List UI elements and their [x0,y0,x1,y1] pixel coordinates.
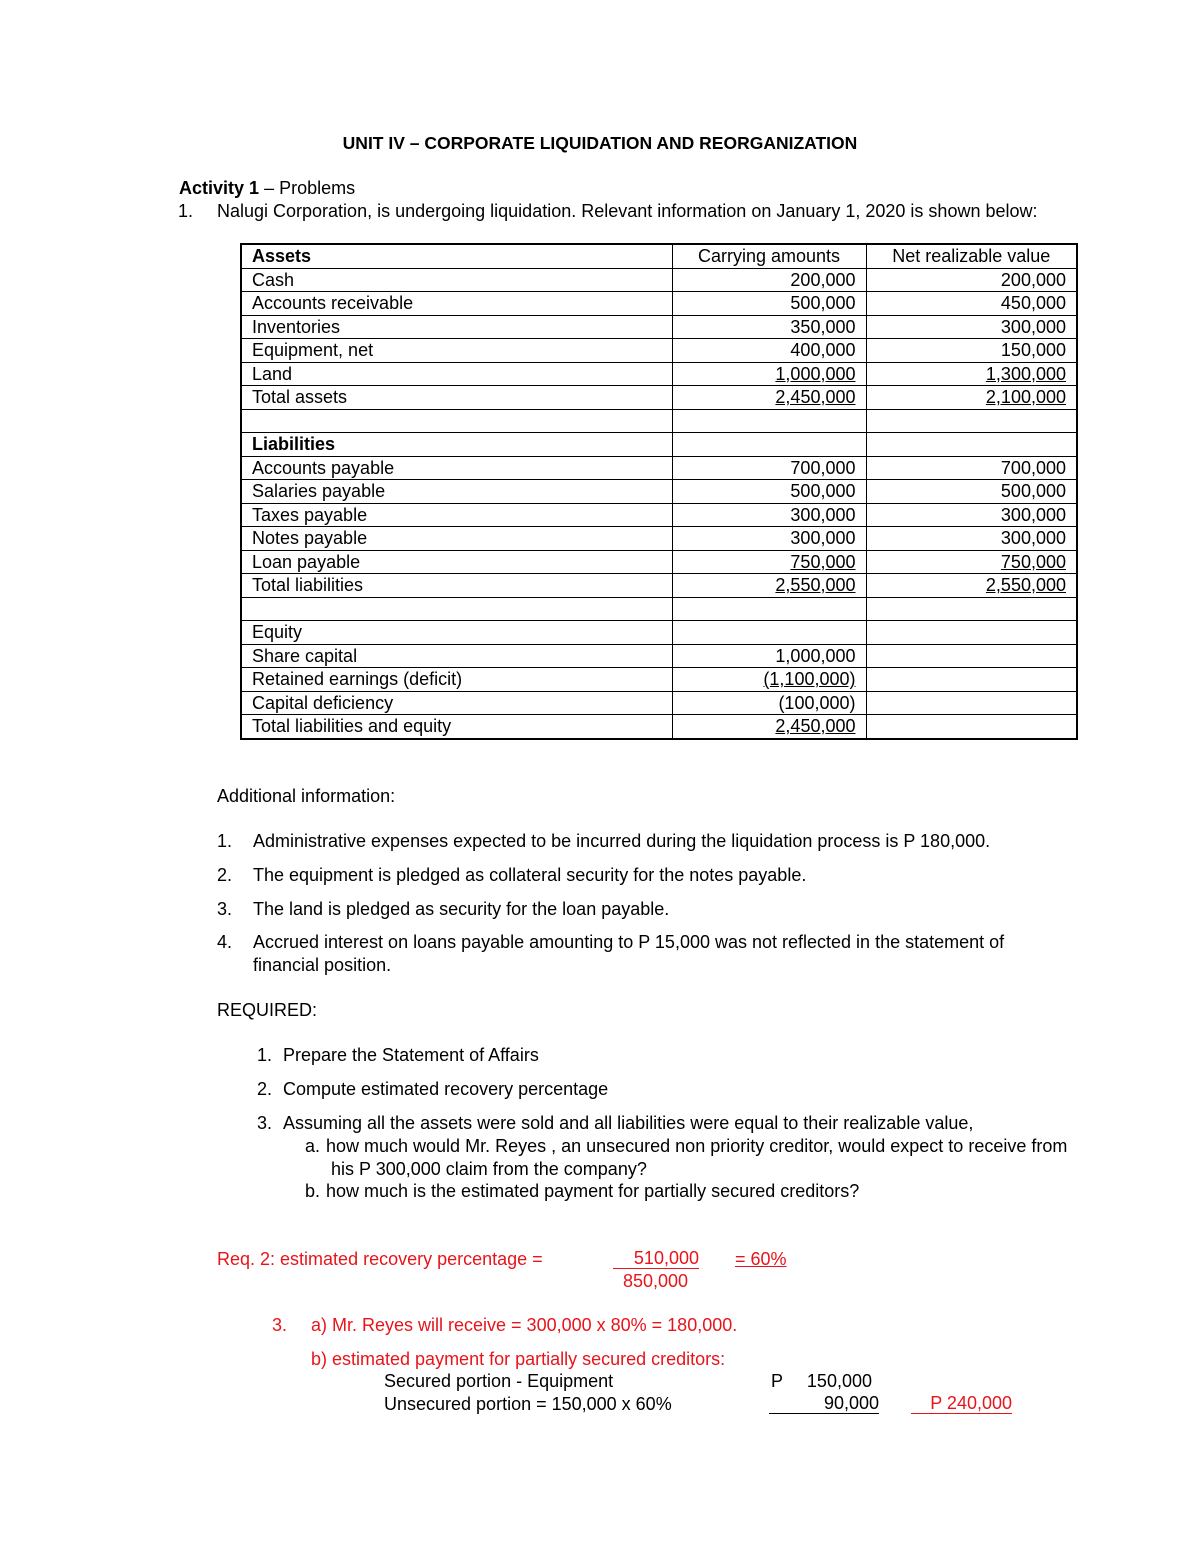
carrying-amount-cell [672,456,866,480]
carrying-amount-cell [672,527,866,551]
net-realizable-value-cell [866,503,1077,527]
net-realizable-value-cell [866,691,1077,715]
table-row [241,292,1077,316]
net-realizable-value: 750,000 [1000,551,1066,572]
activity-suffix: – Problems [264,178,356,198]
header-carrying-amounts: Carrying amounts [672,244,866,268]
row-label: Total liabilities [241,574,672,598]
table-row [241,597,1077,621]
row-label: Salaries payable [241,480,672,504]
net-realizable-value: 2,100,000 [985,387,1066,408]
row-label: Capital deficiency [241,691,672,715]
row-label: Accounts receivable [241,292,672,316]
carrying-amount: 300,000 [790,528,856,549]
table-row [241,456,1077,480]
table-row [241,339,1077,363]
net-realizable-value-cell [866,480,1077,504]
table-row [241,409,1077,433]
req2-label: Req. 2: estimated recovery percentage = [217,1249,543,1269]
required-sub-label: a. [305,1136,321,1156]
carrying-amount: 2,450,000 [775,387,856,408]
carrying-amount: 200,000 [790,269,856,290]
req2-denominator: 850,000 [623,1271,689,1291]
net-realizable-value: 700,000 [1000,457,1066,478]
additional-item-text: The equipment is pledged as collateral security for the notes payable. [253,865,807,885]
carrying-amount-cell [672,550,866,574]
net-realizable-value-cell [866,409,1077,433]
net-realizable-value: 150,000 [1000,340,1066,361]
additional-item-number: 1. [217,831,233,851]
table-row [241,315,1077,339]
secured-portion-currency: P [771,1371,784,1391]
table-row [241,574,1077,598]
secured-portion-value: 150,000 [806,1371,872,1391]
carrying-amount-cell [672,480,866,504]
required-item-text: Compute estimated recovery percentage [283,1079,609,1099]
row-label: Loan payable [241,550,672,574]
row-label: Share capital [241,644,672,668]
activity-label: Activity 1 [179,178,260,198]
additional-item-text: The land is pledged as security for the loan payable. [253,899,670,919]
unsecured-portion-label: Unsecured portion = 150,000 x 60% [384,1394,672,1414]
carrying-amount-cell [672,644,866,668]
header-assets: Assets [241,244,672,268]
carrying-amount-cell [672,409,866,433]
net-realizable-value-cell [866,315,1077,339]
carrying-amount-cell [672,433,866,457]
net-realizable-value-cell [866,550,1077,574]
row-label: Taxes payable [241,503,672,527]
carrying-amount: 750,000 [790,551,856,572]
table-row [241,644,1077,668]
table-row [241,527,1077,551]
row-label [241,597,672,621]
net-realizable-value-cell [866,268,1077,292]
req3a-answer: a) Mr. Reyes will receive = 300,000 x 80% = 180,000. [311,1315,738,1335]
row-label [241,409,672,433]
net-realizable-value-cell [866,715,1077,739]
required-sub-text: how much would Mr. Reyes , an unsecured non priority creditor, would expect to receive from [326,1136,1068,1156]
carrying-amount-cell [672,339,866,363]
net-realizable-value: 300,000 [1000,504,1066,525]
activity-heading [179,178,355,199]
additional-item-number: 3. [217,899,233,919]
required-heading: REQUIRED: [217,1000,318,1020]
financial-position-table [240,243,1078,740]
carrying-amount: 2,550,000 [775,575,856,596]
row-label: Equity [241,621,672,645]
table-row [241,433,1077,457]
net-realizable-value-cell [866,386,1077,410]
net-realizable-value: 2,550,000 [985,575,1066,596]
table-row [241,503,1077,527]
net-realizable-value-cell [866,362,1077,386]
required-item-number: 2. [257,1079,273,1099]
additional-item-text: Accrued interest on loans payable amounting to P 15,000 was not reflected in the statement of [253,932,1005,952]
row-label: Accounts payable [241,456,672,480]
carrying-amount: 350,000 [790,316,856,337]
row-label: Inventories [241,315,672,339]
net-realizable-value-cell [866,527,1077,551]
required-sub-label: b. [305,1181,321,1201]
net-realizable-value-cell [866,433,1077,457]
carrying-amount-cell [672,362,866,386]
row-label: Notes payable [241,527,672,551]
additional-item-number: 4. [217,932,233,952]
table-row [241,480,1077,504]
problem-number: 1. [178,201,194,221]
carrying-amount-cell [672,292,866,316]
net-realizable-value: 500,000 [1000,481,1066,502]
carrying-amount-cell [672,597,866,621]
table-row [241,668,1077,692]
carrying-amount-cell [672,691,866,715]
table-row [241,386,1077,410]
carrying-amount-cell [672,621,866,645]
carrying-amount: 2,450,000 [775,716,856,737]
carrying-amount: 400,000 [790,340,856,361]
net-realizable-value-cell [866,597,1077,621]
net-realizable-value-cell [866,292,1077,316]
carrying-amount-cell [672,315,866,339]
net-realizable-value-cell [866,621,1077,645]
net-realizable-value-cell [866,574,1077,598]
table-row [241,362,1077,386]
partially-secured-total: P 240,000 [911,1394,1012,1414]
carrying-amount: (100,000) [778,692,856,713]
carrying-amount: 700,000 [790,457,856,478]
required-item-text: Assuming all the assets were sold and all liabilities were equal to their realizable value, [283,1113,974,1133]
net-realizable-value: 1,300,000 [985,363,1066,384]
carrying-amount-cell [672,503,866,527]
carrying-amount-cell [672,574,866,598]
net-realizable-value-cell [866,668,1077,692]
carrying-amount-cell [672,715,866,739]
req2-result: = 60% [735,1249,787,1269]
problem-text: Nalugi Corporation, is undergoing liquidation. Relevant information on January 1, 2020 is shown below: [217,201,1038,221]
carrying-amount: 1,000,000 [775,645,856,666]
additional-item-text: Administrative expenses expected to be incurred during the liquidation process is P 180,000. [253,831,991,851]
carrying-amount-cell [672,386,866,410]
net-realizable-value-cell [866,644,1077,668]
row-label: Land [241,362,672,386]
table-header-row [241,244,1077,268]
additional-item-number: 2. [217,865,233,885]
net-realizable-value: 200,000 [1000,269,1066,290]
net-realizable-value: 300,000 [1000,316,1066,337]
additional-heading: Additional information: [217,786,396,806]
row-label: Cash [241,268,672,292]
table-row [241,691,1077,715]
table-row [241,550,1077,574]
net-realizable-value-cell [866,339,1077,363]
carrying-amount: 500,000 [790,293,856,314]
row-label: Total assets [241,386,672,410]
required-item-number: 3. [257,1113,273,1133]
header-net-realizable-value: Net realizable value [866,244,1077,268]
secured-portion-label: Secured portion - Equipment [384,1371,614,1391]
carrying-amount-cell [672,268,866,292]
additional-item-continuation: financial position. [253,955,392,975]
carrying-amount: 300,000 [790,504,856,525]
required-item-number: 1. [257,1045,273,1065]
table-row [241,268,1077,292]
required-sub-text: how much is the estimated payment for partially secured creditors? [326,1181,860,1201]
carrying-amount: 1,000,000 [775,363,856,384]
net-realizable-value: 300,000 [1000,528,1066,549]
carrying-amount: 500,000 [790,481,856,502]
row-label: Equipment, net [241,339,672,363]
net-realizable-value: 450,000 [1000,293,1066,314]
row-label: Retained earnings (deficit) [241,668,672,692]
carrying-amount-cell [672,668,866,692]
req3-number: 3. [272,1315,288,1335]
net-realizable-value-cell [866,456,1077,480]
page-title: UNIT IV – CORPORATE LIQUIDATION AND REORGANIZATION [342,133,858,153]
req3b-heading: b) estimated payment for partially secured creditors: [311,1349,726,1369]
table-row [241,715,1077,739]
req2-numerator: 510,000 [613,1249,699,1269]
unsecured-portion-value: 90,000 [769,1394,879,1414]
required-item-text: Prepare the Statement of Affairs [283,1045,539,1065]
table-row [241,621,1077,645]
required-sub-continuation: his P 300,000 claim from the company? [331,1159,647,1179]
row-label: Liabilities [241,433,672,457]
row-label: Total liabilities and equity [241,715,672,739]
carrying-amount: (1,100,000) [763,669,856,690]
